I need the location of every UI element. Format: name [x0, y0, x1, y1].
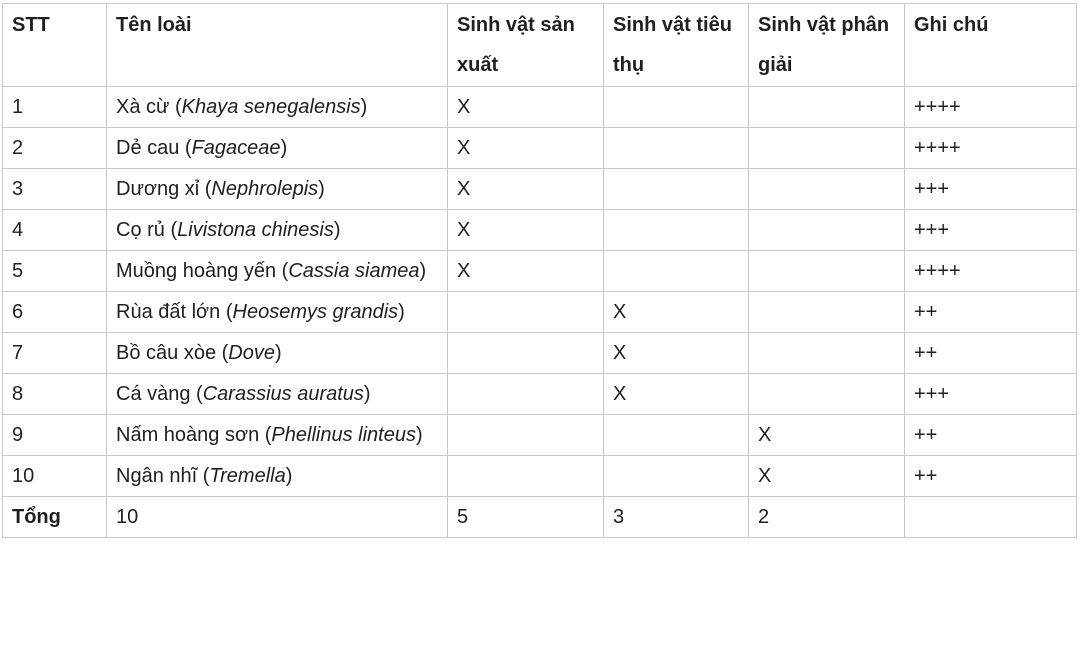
cell-consumer — [604, 87, 749, 128]
header-name: Tên loài — [107, 4, 448, 87]
closing-paren: ) — [363, 383, 371, 405]
header-consumer: Sinh vật tiêu thụ — [604, 4, 749, 87]
table-row — [3, 128, 1077, 169]
table-row — [3, 292, 1077, 333]
cell-producer — [448, 456, 604, 497]
common-name: Nấm hoàng sơn ( — [116, 424, 272, 446]
cell-consumer: X — [604, 374, 749, 415]
table-row — [3, 210, 1077, 251]
cell-decomposer — [749, 333, 905, 374]
cell-producer — [448, 333, 604, 374]
cell-producer: X — [448, 169, 604, 210]
cell-stt: 7 — [3, 333, 107, 374]
cell-consumer: X — [604, 292, 749, 333]
cell-species-name — [107, 415, 448, 456]
cell-stt: 4 — [3, 210, 107, 251]
cell-species-name — [107, 333, 448, 374]
total-label: Tổng — [3, 497, 107, 538]
total-note — [905, 497, 1077, 538]
total-producer: 5 — [448, 497, 604, 538]
cell-producer — [448, 292, 604, 333]
scientific-name: Khaya senegalensis — [181, 96, 361, 118]
cell-species-name — [107, 251, 448, 292]
common-name: Dương xỉ ( — [116, 178, 212, 200]
scientific-name: Nephrolepis — [211, 178, 319, 200]
total-decomposer: 2 — [749, 497, 905, 538]
cell-consumer — [604, 128, 749, 169]
scientific-name: Phellinus linteus — [271, 424, 416, 446]
common-name: Dẻ cau ( — [116, 137, 192, 159]
total-name-count: 10 — [107, 497, 448, 538]
cell-note: ++ — [905, 333, 1077, 374]
cell-stt: 9 — [3, 415, 107, 456]
header-row — [3, 4, 1077, 87]
closing-paren: ) — [419, 260, 427, 282]
common-name: Bồ câu xòe ( — [116, 342, 229, 364]
table-row — [3, 87, 1077, 128]
header-decomposer: Sinh vật phân giải — [749, 4, 905, 87]
table-row — [3, 333, 1077, 374]
cell-species-name — [107, 87, 448, 128]
cell-note: ++++ — [905, 87, 1077, 128]
cell-consumer — [604, 169, 749, 210]
closing-paren: ) — [333, 219, 341, 241]
header-note: Ghi chú — [905, 4, 1077, 87]
cell-decomposer — [749, 292, 905, 333]
cell-note: ++ — [905, 292, 1077, 333]
table-row — [3, 251, 1077, 292]
cell-note: ++ — [905, 456, 1077, 497]
cell-producer: X — [448, 87, 604, 128]
cell-stt: 8 — [3, 374, 107, 415]
header-stt: STT — [3, 4, 107, 87]
cell-stt: 5 — [3, 251, 107, 292]
cell-consumer — [604, 456, 749, 497]
total-consumer: 3 — [604, 497, 749, 538]
cell-note: +++ — [905, 169, 1077, 210]
cell-species-name — [107, 456, 448, 497]
common-name: Ngân nhĩ ( — [116, 465, 210, 487]
common-name: Cá vàng ( — [116, 383, 203, 405]
total-row — [3, 497, 1077, 538]
cell-note: +++ — [905, 374, 1077, 415]
cell-producer — [448, 415, 604, 456]
cell-note: ++ — [905, 415, 1077, 456]
cell-stt: 6 — [3, 292, 107, 333]
cell-species-name — [107, 210, 448, 251]
cell-decomposer — [749, 251, 905, 292]
table-row — [3, 456, 1077, 497]
cell-stt: 10 — [3, 456, 107, 497]
cell-species-name — [107, 169, 448, 210]
closing-paren: ) — [275, 342, 282, 364]
cell-producer — [448, 374, 604, 415]
common-name: Muồng hoàng yến ( — [116, 260, 289, 282]
scientific-name: Heosemys grandis — [232, 301, 399, 323]
cell-producer: X — [448, 251, 604, 292]
cell-stt: 3 — [3, 169, 107, 210]
table-row — [3, 374, 1077, 415]
scientific-name: Dove — [228, 342, 275, 364]
cell-decomposer: X — [749, 456, 905, 497]
scientific-name: Livistona chinesis — [177, 219, 334, 241]
scientific-name: Cassia siamea — [288, 260, 420, 282]
cell-decomposer — [749, 128, 905, 169]
cell-decomposer — [749, 374, 905, 415]
cell-stt: 2 — [3, 128, 107, 169]
scientific-name: Fagaceae — [191, 137, 281, 159]
common-name: Cọ rủ ( — [116, 219, 178, 241]
scientific-name: Tremella — [209, 465, 286, 487]
cell-decomposer — [749, 210, 905, 251]
cell-stt: 1 — [3, 87, 107, 128]
closing-paren: ) — [318, 178, 325, 200]
header-producer: Sinh vật sản xuất — [448, 4, 604, 87]
closing-paren: ) — [360, 96, 368, 118]
species-table — [2, 3, 1077, 538]
cell-decomposer: X — [749, 415, 905, 456]
cell-decomposer — [749, 169, 905, 210]
cell-consumer — [604, 415, 749, 456]
cell-note: ++++ — [905, 251, 1077, 292]
scientific-name: Carassius auratus — [202, 383, 364, 405]
cell-consumer: X — [604, 333, 749, 374]
cell-species-name — [107, 374, 448, 415]
common-name: Xà cừ ( — [116, 96, 182, 118]
common-name: Rùa đất lớn ( — [116, 301, 233, 323]
cell-note: ++++ — [905, 128, 1077, 169]
closing-paren: ) — [285, 465, 293, 487]
closing-paren: ) — [398, 301, 405, 323]
cell-decomposer — [749, 87, 905, 128]
cell-consumer — [604, 251, 749, 292]
cell-producer: X — [448, 210, 604, 251]
closing-paren: ) — [280, 137, 288, 159]
cell-producer: X — [448, 128, 604, 169]
cell-note: +++ — [905, 210, 1077, 251]
table-row — [3, 415, 1077, 456]
cell-consumer — [604, 210, 749, 251]
closing-paren: ) — [415, 424, 423, 446]
cell-species-name — [107, 128, 448, 169]
cell-species-name — [107, 292, 448, 333]
table-row — [3, 169, 1077, 210]
table-body — [3, 87, 1077, 497]
